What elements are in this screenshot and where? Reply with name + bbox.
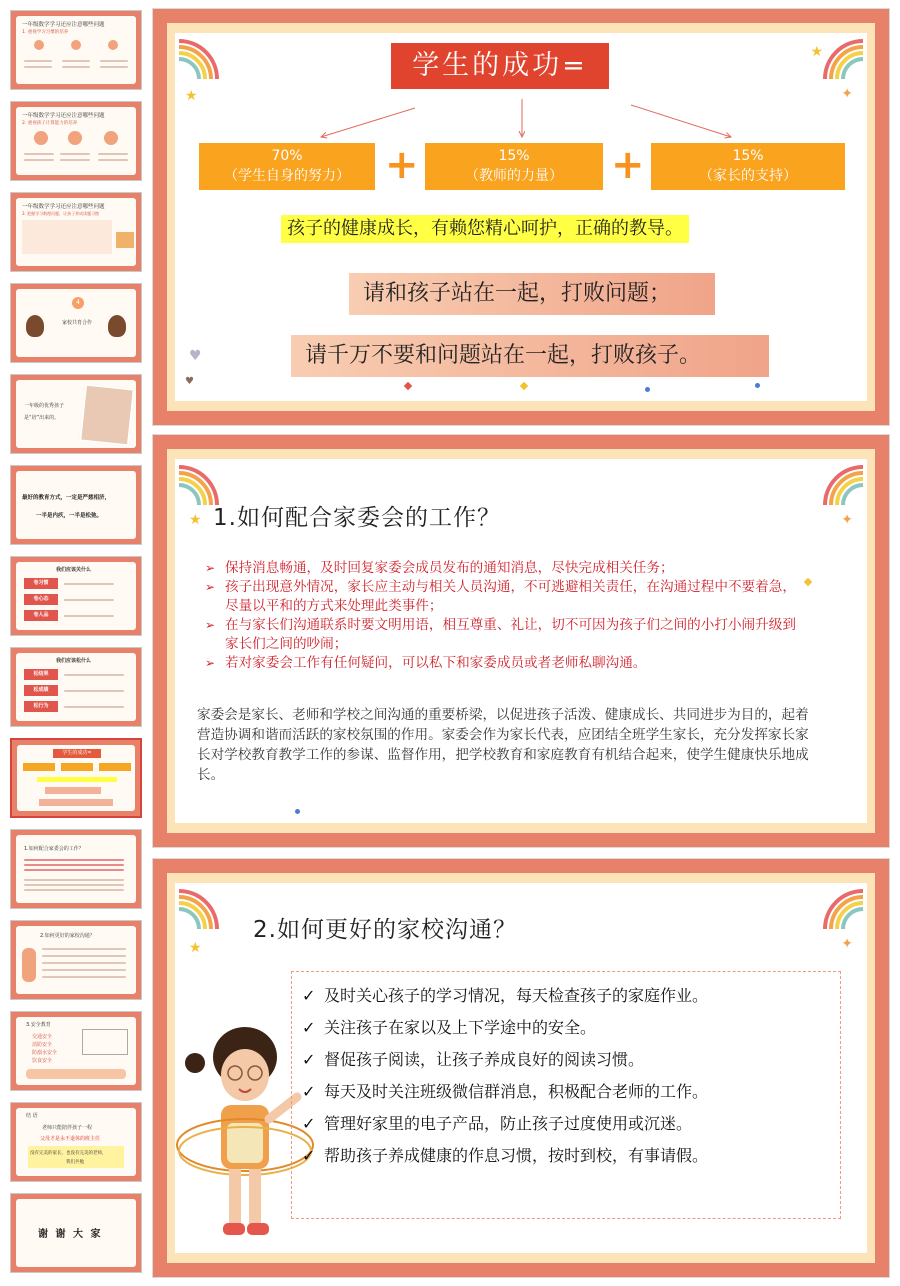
slide-thumbnail-9[interactable] <box>10 738 142 818</box>
thumbnail-title: 一年级数学学习还应注意哪些问题 <box>22 204 105 210</box>
rainbow-icon <box>179 887 221 929</box>
thumbnail-canvas <box>17 745 135 811</box>
thumbnail-canvas <box>16 1108 136 1176</box>
list-item-text: 及时关心孩子的学习情况，每天检查孩子的家庭作业。 <box>324 986 709 1005</box>
check-icon: ✓ <box>302 1114 316 1133</box>
thumbnail-title: 谢 谢 大 家 <box>38 1229 103 1240</box>
slide-home-school-communication[interactable] <box>152 858 890 1278</box>
formula-label: （教师的力量） <box>465 168 563 184</box>
thumbnail-text-line <box>24 159 54 161</box>
confetti-shape <box>804 578 812 586</box>
formula-box-teacher <box>425 143 603 190</box>
thumbnail-text-line <box>98 159 128 161</box>
thumbnail-tag: 松行为 <box>24 701 58 712</box>
formula-percent: 70% <box>271 148 303 164</box>
formula-box-student <box>199 143 375 190</box>
formula-label: （学生自身的努力） <box>224 168 350 184</box>
thumbnail-title: 3.安全教育 <box>26 1022 51 1028</box>
thumbnail-text-line <box>64 674 124 676</box>
formula-title: 学生的成功= <box>391 43 609 89</box>
slide-thumbnail-13[interactable] <box>10 1102 142 1182</box>
thumbnail-text-line <box>42 976 126 978</box>
thumbnail-canvas <box>16 1199 136 1267</box>
thumbnail-tag: 卷人品 <box>24 610 58 621</box>
slide-parent-committee[interactable] <box>152 434 890 848</box>
confetti-shape <box>645 387 650 392</box>
thumbnail-text-line <box>98 153 128 155</box>
thumbnail-quote-line-1: 最好的教育方式，一定是严慈相济， <box>22 495 111 501</box>
thumbnail-line: 没有完美的家长，也没有完美的老师， <box>30 1151 107 1156</box>
thumbnail-text-line <box>24 889 124 891</box>
thumbnail-text-line <box>64 599 114 601</box>
thumbnail-subtitle: 1. 重视学习习惯的培养 <box>22 30 69 35</box>
thumbnail-banner <box>39 799 113 806</box>
rainbow-icon <box>821 463 863 505</box>
thumbnail-canvas <box>16 835 136 903</box>
thumbnail-tag: 松结果 <box>24 669 58 680</box>
slogan-banner-2: 请千万不要和问题站在一起，打败孩子。 <box>291 335 769 377</box>
list-item <box>203 654 803 673</box>
thumbnail-title: 结 语 <box>26 1113 38 1119</box>
heart-icon: ♥ <box>189 348 202 364</box>
thumbnail-canvas <box>16 198 136 266</box>
plus-icon: + <box>385 142 419 188</box>
thumbnail-text-line <box>62 66 90 68</box>
thumbnail-text-line <box>42 969 126 971</box>
arrow-bullet-icon: ➢ <box>205 656 216 670</box>
thumbnail-subtitle: 2. 重视孩子计算能力的培养 <box>22 121 78 126</box>
list-item-text: 帮助孩子养成健康的作息习惯，按时到校，有事请假。 <box>324 1146 709 1165</box>
slide-thumbnail-panel <box>0 0 150 1286</box>
slide-thumbnail-5[interactable] <box>10 374 142 454</box>
thumbnail-text-line <box>64 706 124 708</box>
communication-tips-list <box>292 972 840 1172</box>
list-item-text: 督促孩子阅读，让孩子养成良好的阅读习惯。 <box>324 1050 645 1069</box>
star-icon: ★ <box>189 940 202 956</box>
thumbnail-tag: 卷心态 <box>24 594 58 605</box>
arrow-bullet-icon: ➢ <box>205 561 216 575</box>
thumbnail-title: 一年级数学学习还应注意哪些问题 <box>22 113 105 119</box>
thumbnail-orange-box <box>23 763 55 771</box>
list-item <box>302 1076 840 1108</box>
slide-thumbnail-8[interactable] <box>10 647 142 727</box>
list-item-text: 每天及时关注班级微信群消息，积极配合老师的工作。 <box>324 1082 709 1101</box>
list-item <box>302 1108 840 1140</box>
heart-icon: ♥ <box>185 376 194 387</box>
thumbnail-line: 我们共勉 <box>66 1160 84 1165</box>
thumbnail-canvas <box>16 107 136 175</box>
communication-tips-box <box>291 971 841 1219</box>
list-item-text: 管理好家里的电子产品，防止孩子过度使用或沉迷。 <box>324 1114 693 1133</box>
confetti-shape <box>404 382 412 390</box>
thumbnail-canvas <box>16 926 136 994</box>
committee-description: 家委会是家长、老师和学校之间沟通的重要桥梁，以促进孩子活泼、健康成长、共同进步为目的，起着营造协调和谐而活跃的家校氛围的作用。家委会作为家长代表，应团结全班学生家长，充分发挥家长家长对学校教育教学工作的参谋、监督作用，把学校教育和家庭教育有机结合起来，使学生健康快乐地成长。 <box>197 707 809 783</box>
thumbnail-line: 父母才是永不退休的班主任 <box>40 1136 101 1142</box>
thumbnail-kids-illustration <box>26 1069 126 1079</box>
thumbnail-note-box <box>82 1029 128 1055</box>
thumbnail-list-item: 饮食安全 <box>32 1058 53 1064</box>
check-icon: ✓ <box>302 1018 316 1037</box>
list-item <box>203 616 803 654</box>
check-icon: ✓ <box>302 986 316 1005</box>
thumbnail-text-line <box>62 60 90 62</box>
list-item <box>302 1012 840 1044</box>
star-icon: ✦ <box>841 512 853 528</box>
star-icon: ★ <box>185 88 198 104</box>
thumbnail-title: 家校共育合作 <box>62 320 93 326</box>
thumbnail-girl-icon <box>26 315 44 337</box>
star-icon: ✦ <box>841 936 853 952</box>
thumbnail-badge: 4 <box>72 297 84 309</box>
slide-thumbnail-12[interactable] <box>10 1011 142 1091</box>
thumbnail-decor-dot <box>104 131 118 145</box>
thumbnail-text-line <box>24 153 54 155</box>
thumbnail-tag: 卷习惯 <box>24 578 58 589</box>
thumbnail-decor-dot <box>71 40 81 50</box>
formula-label: （家长的支持） <box>699 168 797 184</box>
thumbnail-text-line <box>100 60 128 62</box>
thumbnail-text-line <box>24 879 124 881</box>
thumbnail-text-line <box>60 159 90 161</box>
thumbnail-highlight <box>37 777 117 782</box>
thumbnail-title: 我们应该关什么 <box>56 567 92 573</box>
confetti-shape <box>520 382 528 390</box>
thumbnail-decor-dot <box>68 131 82 145</box>
list-item <box>302 1140 840 1172</box>
thumbnail-text-block <box>22 220 112 254</box>
thumbnail-text-line <box>24 60 52 62</box>
star-icon: ★ <box>810 44 823 60</box>
list-item <box>203 578 803 616</box>
thumbnail-title: 2.如何更好的家校沟通？ <box>40 933 95 939</box>
check-icon: ✓ <box>302 1050 316 1069</box>
list-item <box>302 980 840 1012</box>
thumbnail-subtitle: 是“培”出来的。 <box>24 415 60 421</box>
thumbnail-subtitle: 3. 把握学习数理问题，让孩子养成读题习惯 <box>22 211 100 216</box>
thumbnail-canvas <box>16 471 136 539</box>
thumbnail-text-line <box>24 869 124 871</box>
thumbnail-canvas <box>16 289 136 357</box>
thumbnail-title: 学生的成功= <box>53 749 101 758</box>
thumbnail-decor-dot <box>34 40 44 50</box>
list-item-text: 若对家委会工作有任何疑问，可以私下和家委成员或者老师私聊沟通。 <box>225 655 647 671</box>
thumbnail-decor-dot <box>108 40 118 50</box>
rainbow-icon <box>821 887 863 929</box>
thumbnail-boy-icon <box>108 315 126 337</box>
formula-box-parent <box>651 143 845 190</box>
thumbnail-banner <box>45 787 101 794</box>
formula-percent: 15% <box>732 148 764 164</box>
list-item <box>302 1044 840 1076</box>
list-item-text: 关注孩子在家以及上下学途中的安全。 <box>324 1018 597 1037</box>
thumbnail-text-line <box>64 583 114 585</box>
committee-guidelines-list <box>203 559 803 673</box>
thumbnail-text-line <box>42 955 126 957</box>
thumbnail-orange-box <box>61 763 93 771</box>
slide-thumbnail-3[interactable] <box>10 192 142 272</box>
slide-formula[interactable] <box>152 8 890 426</box>
slide-thumbnail-14[interactable] <box>10 1193 142 1273</box>
check-icon: ✓ <box>302 1082 316 1101</box>
slide-thumbnail-4[interactable] <box>10 283 142 363</box>
star-icon: ✦ <box>841 86 853 102</box>
thumbnail-list-item: 消防安全 <box>32 1042 53 1048</box>
thumbnail-list-item: 交通安全 <box>32 1034 53 1040</box>
thumbnail-line: 老师只能陪伴孩子一程 <box>42 1125 93 1131</box>
slide-thumbnail-10[interactable] <box>10 829 142 909</box>
thumbnail-list-item: 防溺水安全 <box>32 1050 58 1056</box>
confetti-shape <box>755 383 760 388</box>
thumbnail-text-line <box>64 690 124 692</box>
thumbnail-girl-icon <box>22 948 36 982</box>
thumbnail-tag: 松成绩 <box>24 685 58 696</box>
arrow-bullet-icon: ➢ <box>205 580 216 594</box>
slide-thumbnail-1[interactable] <box>10 10 142 90</box>
thumbnail-text-line <box>64 615 114 617</box>
thumbnail-title: 一年级数学学习还应注意哪些问题 <box>22 22 105 28</box>
thumbnail-canvas <box>16 380 136 448</box>
thumbnail-text-line <box>42 962 126 964</box>
list-item <box>203 559 803 578</box>
list-item-text: 保持消息畅通，及时回复家委会成员发布的通知消息，尽快完成相关任务； <box>225 560 674 576</box>
list-item-text: 孩子出现意外情况，家长应主动与相关人员沟通，不可逃避相关责任，在沟通过程中不要着急，尽量以平和的方式来处理此类事件； <box>225 579 796 614</box>
slide-thumbnail-11[interactable] <box>10 920 142 1000</box>
section-heading: 2.如何更好的家校沟通？ <box>253 917 517 943</box>
thumbnail-text-line <box>24 66 52 68</box>
thumbnail-canvas <box>16 562 136 630</box>
thumbnail-orange-box <box>99 763 131 771</box>
thumbnail-canvas <box>16 16 136 84</box>
highlight-sentence: 孩子的健康成长，有赖您精心呵护，正确的教导。 <box>281 215 689 243</box>
plus-icon: + <box>611 142 645 188</box>
list-item-text: 在与家长们沟通联系时要文明用语，相互尊重、礼让，切不可因为孩子们之间的小打小闹升级到家长们之间的吵闹； <box>225 617 796 652</box>
thumbnail-canvas <box>16 1017 136 1085</box>
thumbnail-title: 一年级的优秀孩子 <box>24 403 65 409</box>
thumbnail-text-line <box>24 859 124 861</box>
thumbnail-canvas <box>16 653 136 721</box>
thumbnail-text-line <box>60 153 90 155</box>
check-icon: ✓ <box>302 1146 316 1165</box>
confetti-shape <box>295 809 300 814</box>
thumbnail-text-line <box>100 66 128 68</box>
thumbnail-decor-dot <box>34 131 48 145</box>
arrow-bullet-icon: ➢ <box>205 618 216 632</box>
thumbnail-title: 1.如何配合家委会的工作？ <box>24 846 84 852</box>
thumbnail-text-line <box>24 864 124 866</box>
thumbnail-photo <box>79 384 135 447</box>
thumbnail-quote-line-2: 一半是内疚，一半是松弛。 <box>36 513 103 519</box>
formula-percent: 15% <box>498 148 530 164</box>
section-heading: 1.如何配合家委会的工作？ <box>213 505 501 531</box>
slide-thumbnail-7[interactable] <box>10 556 142 636</box>
thumbnail-text-line <box>24 884 124 886</box>
slide-thumbnail-2[interactable] <box>10 101 142 181</box>
slide-thumbnail-6[interactable] <box>10 465 142 545</box>
slogan-banner-1: 请和孩子站在一起，打败问题； <box>349 273 715 315</box>
thumbnail-house-icon <box>116 232 134 248</box>
thumbnail-text-line <box>42 948 126 950</box>
star-icon: ★ <box>189 512 202 528</box>
thumbnail-title: 我们应该松什么 <box>56 658 92 664</box>
